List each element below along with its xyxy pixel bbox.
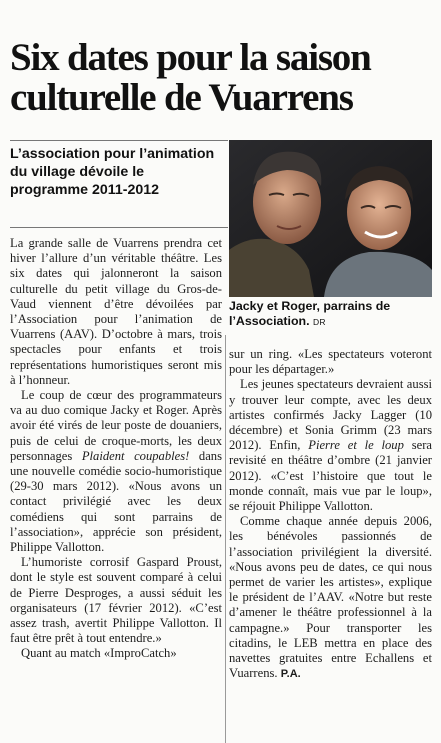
column-divider xyxy=(225,335,226,743)
paragraph: sur un ring. «Les spectateurs voteront pour les départager.» xyxy=(229,347,432,377)
show-title: Plaident coupables! xyxy=(81,448,190,463)
paragraph xyxy=(10,388,222,555)
article-column-1 xyxy=(10,236,222,662)
photo-credit: DR xyxy=(313,317,326,327)
article-photo xyxy=(229,140,432,297)
paragraph: Quant au match «ImproCatch» xyxy=(21,646,177,661)
text-span: Comme chaque année depuis 2006, les bénévoles passionnés de l’association privilégient la diversité. «Nous avons peu de dates, ce qui nous permet de varier les artistes», explique le président de l’AAV. «Notre but reste d’amener le théâtre professionnel à la campagne.» Pour transporter les citadins, le LEB mettra en place des navettes gratuites entre Echallens et Vuarrens. xyxy=(229,514,432,681)
deck-bottom-rule xyxy=(10,227,228,228)
article-headline: Six dates pour la saison culturelle de Vuarrens xyxy=(10,36,371,119)
text-span: Le coup de cœur des programmateurs va au duo comique Jacky et Roger. Après avoir été virés de leur poste de douaniers, puis de celui de croque-morts, les deux personnages xyxy=(10,388,222,463)
author-signature: P.A. xyxy=(280,668,301,681)
paragraph xyxy=(229,514,432,682)
article-deck: L’association pour l’animation du village dévoile le programme 2011-2012 xyxy=(10,146,215,198)
article-column-2 xyxy=(229,347,432,682)
text-span: sera revisité en théâtre d’ombre (21 janvier 2012). «C’est l’histoire que tout le monde connaît, mais vue par le loup», se réjouit Philippe Vallotton. xyxy=(229,438,432,514)
paragraph: L’humoriste corrosif Gaspard Proust, dont le style est souvent comparé à celui de Pierre Desproges, a aussi séduit les organisateurs (17 février 2012). «C’est assez trash, avertit Philippe Vallotton. Il faut être prêt à tout entendre.» xyxy=(10,555,222,646)
text-span: dans une nouvelle comédie socio-humoristique (29-30 mars 2012). «Nous avons un contact privilégié avec les deux comédiens qui sont parrains de l’association», apprécie son président, Philippe Vallotton. xyxy=(10,448,223,555)
paragraph: La grande salle de Vuarrens prendra cet hiver l’allure d’un véritable théâtre. Les six dates qui jalonneront la saison culturelle du petit village du Gros-de-Vaud viennent d’être dévoilées par l’Association pour l’animation de Vuarrens (AAV). D’octobre à mars, trois spectacles pour enfants et trois représentations humoristiques seront mis à l’honneur. xyxy=(10,236,222,387)
photo-caption xyxy=(229,299,434,330)
show-title: Pierre et le loup xyxy=(308,438,404,453)
caption-text: Jacky et Roger, parrains de l’Association. xyxy=(229,299,391,328)
text-span: Les jeunes spectateurs devraient aussi y trouver leur compte, avec les deux artistes confirmés Jacky Lagger (10 décembre) et Sonia Grimm (23 mars 2012). Enfin, xyxy=(229,377,432,453)
deck-top-rule xyxy=(10,140,228,141)
paragraph xyxy=(229,377,432,514)
